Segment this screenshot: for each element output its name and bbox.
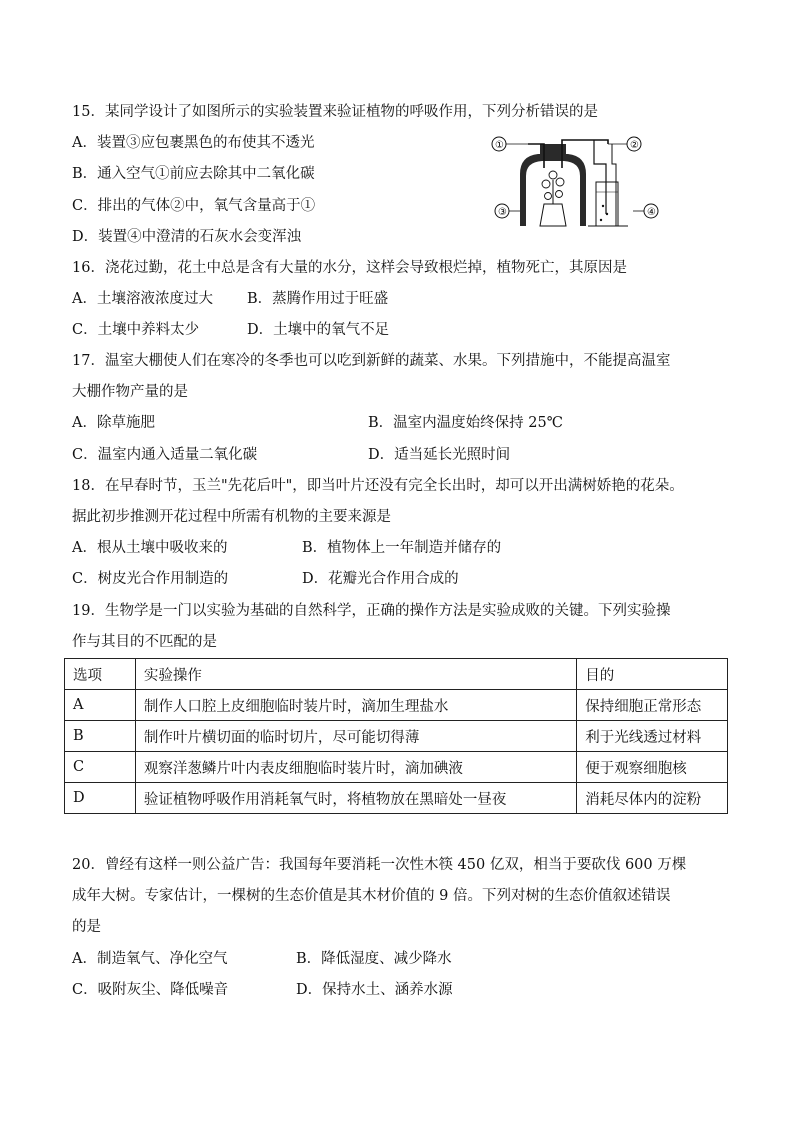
q20-option-d: D．保持水土、涵养水源 bbox=[296, 982, 453, 998]
q16-option-a: A．土壤溶液浓度过大 bbox=[72, 291, 213, 307]
cell-purpose: 保持细胞正常形态 bbox=[577, 690, 728, 721]
q18-stem-line2: 据此初步推测开花过程中所需有机物的主要来源是 bbox=[72, 509, 391, 525]
q17-option-c: C．温室内通入适量二氧化碳 bbox=[72, 447, 258, 463]
experiment-table bbox=[64, 658, 728, 814]
table-row bbox=[65, 690, 728, 721]
label-2: ② bbox=[630, 140, 639, 151]
label-1: ① bbox=[495, 140, 504, 151]
q18-option-a: A．根从土壤中吸收来的 bbox=[72, 540, 228, 556]
q18-option-c: C．树皮光合作用制造的 bbox=[72, 571, 229, 587]
q20-option-a: A．制造氧气、净化空气 bbox=[72, 951, 228, 967]
respiration-apparatus-diagram bbox=[488, 134, 660, 228]
q18-option-b: B．植物体上一年制造并储存的 bbox=[302, 540, 502, 556]
q16-option-b: B．蒸腾作用过于旺盛 bbox=[247, 291, 389, 307]
q15-stem: 15．某同学设计了如图所示的实验装置来验证植物的呼吸作用，下列分析错误的是 bbox=[72, 104, 598, 120]
q19-stem-line2: 作与其目的不匹配的是 bbox=[72, 634, 217, 650]
label-3: ③ bbox=[498, 207, 507, 218]
cell-option: B bbox=[65, 721, 136, 752]
cell-option: D bbox=[65, 783, 136, 814]
cell-purpose: 利于光线透过材料 bbox=[577, 721, 728, 752]
q18-stem-line1: 18．在早春时节，玉兰"先花后叶"，即当叶片还没有完全长出时，却可以开出满树娇艳的花朵。 bbox=[72, 478, 684, 494]
header-purpose: 目的 bbox=[577, 659, 728, 690]
table-row bbox=[65, 721, 728, 752]
q15-option-d: D．装置④中澄清的石灰水会变浑浊 bbox=[72, 229, 302, 245]
cell-operation: 制作叶片横切面的临时切片，尽可能切得薄 bbox=[135, 721, 576, 752]
q16-option-c: C．土壤中养料太少 bbox=[72, 322, 200, 338]
cell-purpose: 便于观察细胞核 bbox=[577, 752, 728, 783]
q15-option-b: B．通入空气①前应去除其中二氧化碳 bbox=[72, 166, 315, 182]
table-header-row bbox=[65, 659, 728, 690]
q20-option-c: C．吸附灰尘、降低噪音 bbox=[72, 982, 229, 998]
cell-purpose: 消耗尽体内的淀粉 bbox=[577, 783, 728, 814]
q19-stem-line1: 19．生物学是一门以实验为基础的自然科学，正确的操作方法是实验成败的关键。下列实验操 bbox=[72, 603, 671, 619]
q17-option-a: A．除草施肥 bbox=[72, 415, 155, 431]
table-row bbox=[65, 752, 728, 783]
header-operation: 实验操作 bbox=[135, 659, 576, 690]
q15-option-a: A．装置③应包裹黑色的布使其不透光 bbox=[72, 135, 315, 151]
cell-operation: 观察洋葱鳞片叶内表皮细胞临时装片时，滴加碘液 bbox=[135, 752, 576, 783]
q17-stem-line2: 大棚作物产量的是 bbox=[72, 384, 188, 400]
q20-stem-line3: 的是 bbox=[72, 919, 101, 935]
q16-stem: 16．浇花过勤，花土中总是含有大量的水分，这样会导致根烂掉，植物死亡，其原因是 bbox=[72, 260, 627, 276]
label-4: ④ bbox=[647, 207, 656, 218]
cell-operation: 制作人口腔上皮细胞临时装片时，滴加生理盐水 bbox=[135, 690, 576, 721]
cell-option: C bbox=[65, 752, 136, 783]
q18-option-d: D．花瓣光合作用合成的 bbox=[302, 571, 459, 587]
cell-operation: 验证植物呼吸作用消耗氧气时，将植物放在黑暗处一昼夜 bbox=[135, 783, 576, 814]
q16-option-d: D．土壤中的氧气不足 bbox=[247, 322, 390, 338]
apparatus-drawing bbox=[488, 134, 660, 228]
q20-stem-line2: 成年大树。专家估计，一棵树的生态价值是其木材价值的 9 倍。下列对树的生态价值叙述错误 bbox=[72, 888, 671, 904]
header-option: 选项 bbox=[65, 659, 136, 690]
q17-option-d: D．适当延长光照时间 bbox=[368, 447, 511, 463]
q20-stem-line1: 20．曾经有这样一则公益广告：我国每年要消耗一次性木筷 450 亿双，相当于要砍伐 600 万棵 bbox=[72, 857, 687, 873]
q15-option-c: C．排出的气体②中，氧气含量高于① bbox=[72, 198, 316, 214]
cell-option: A bbox=[65, 690, 136, 721]
q17-option-b: B．温室内温度始终保持 25℃ bbox=[368, 415, 563, 431]
table-row bbox=[65, 783, 728, 814]
q17-stem-line1: 17．温室大棚使人们在寒冷的冬季也可以吃到新鲜的蔬菜、水果。下列措施中，不能提高温室 bbox=[72, 353, 671, 369]
q20-option-b: B．降低湿度、减少降水 bbox=[296, 951, 452, 967]
